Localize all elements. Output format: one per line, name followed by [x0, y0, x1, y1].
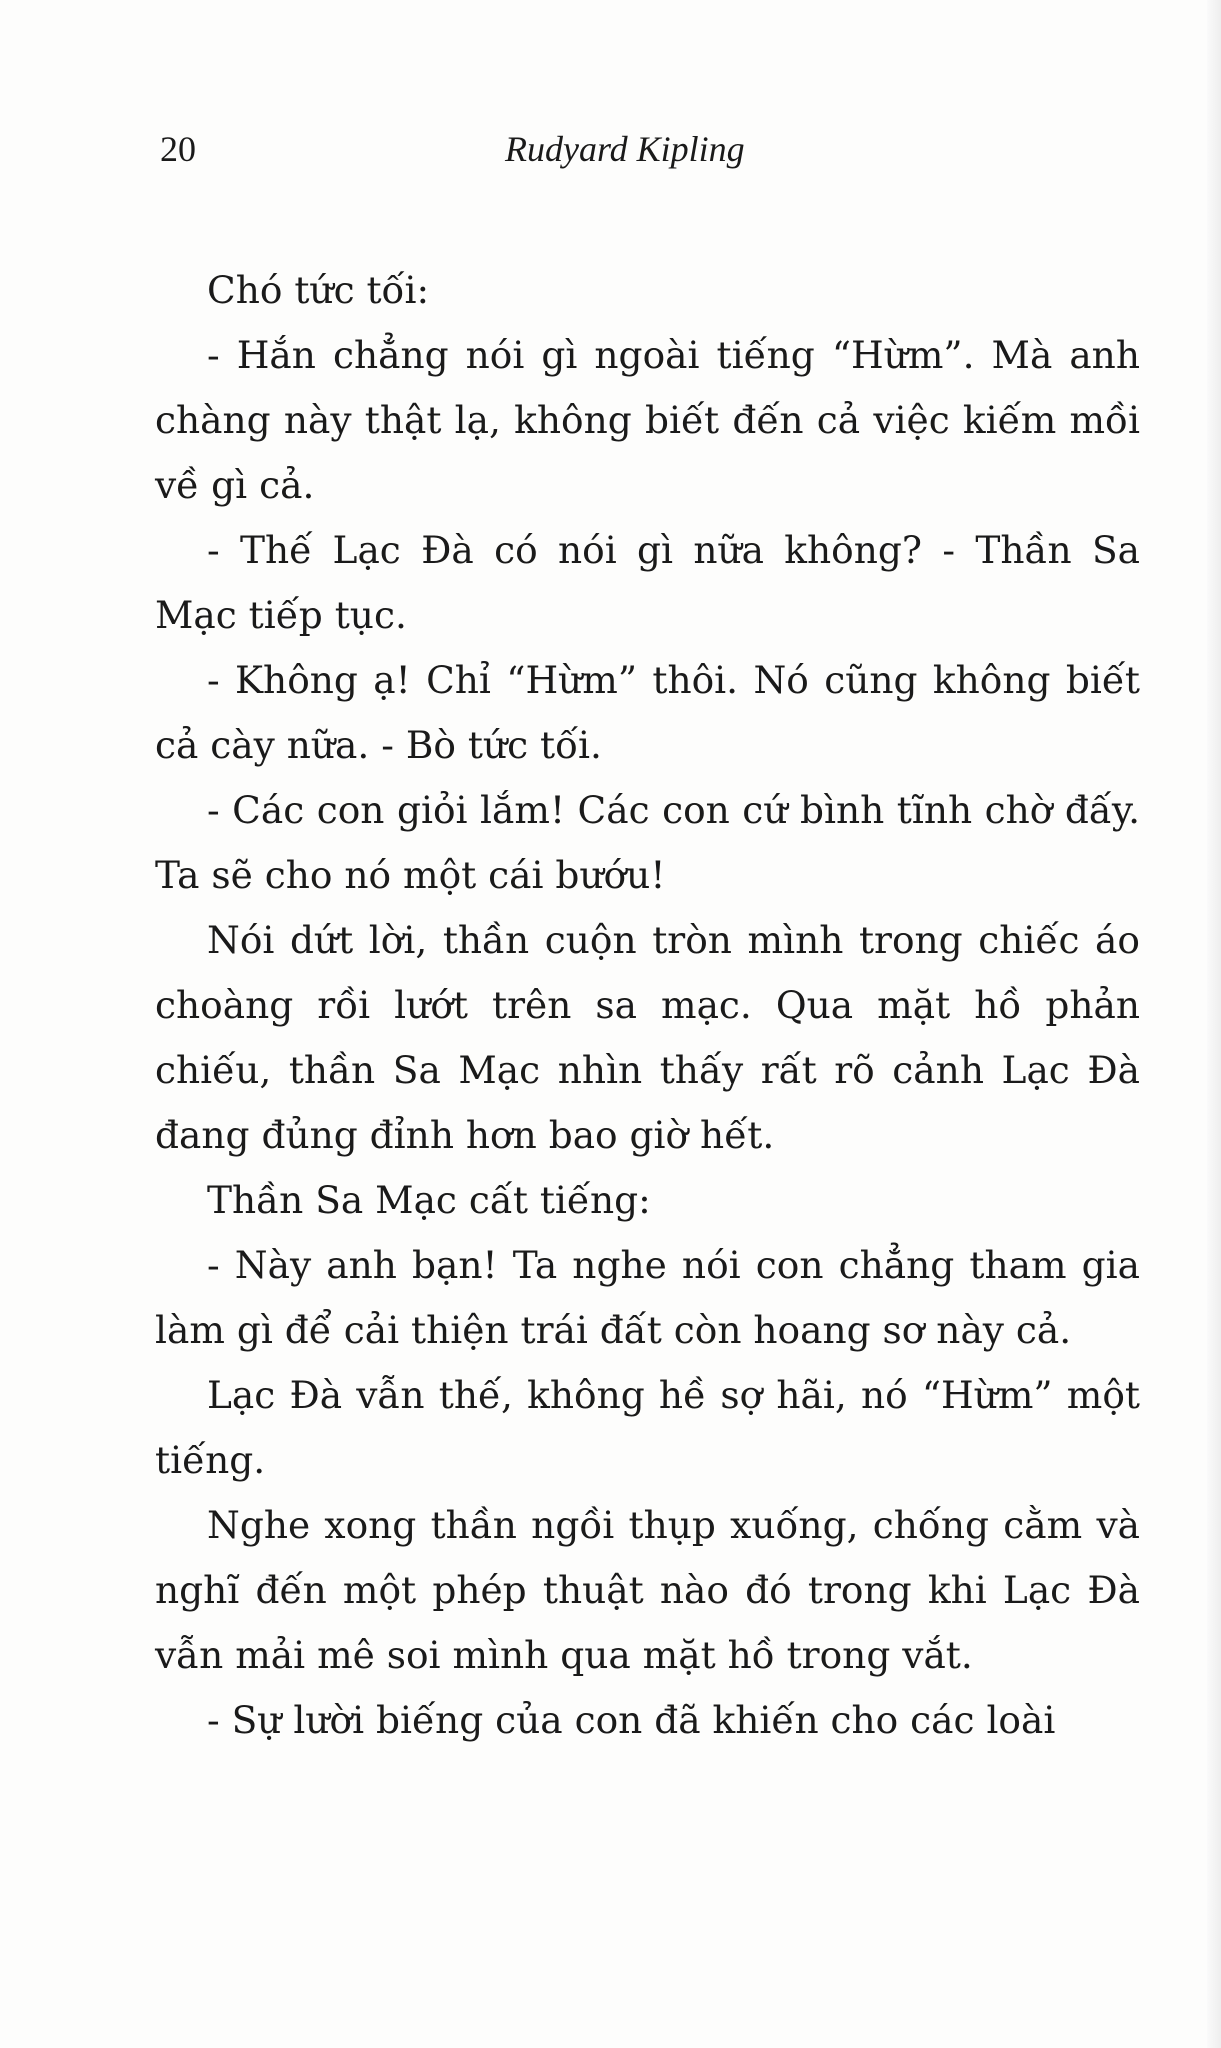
page-edge: [1207, 0, 1221, 2048]
paragraph: Lạc Đà vẫn thế, không hề sợ hãi, nó “Hừm” một tiếng.: [155, 1373, 1140, 1482]
paragraph: - Sự lười biếng của con đã khiến cho các loài: [207, 1698, 1056, 1742]
page-header: [160, 128, 1060, 178]
paragraph: Chó tức tối:: [207, 268, 430, 312]
paragraph: Thần Sa Mạc cất tiếng:: [207, 1178, 651, 1222]
paragraph: - Các con giỏi lắm! Các con cứ bình tĩnh chờ đấy. Ta sẽ cho nó một cái bướu!: [155, 788, 1140, 897]
paragraph: Nghe xong thần ngồi thụp xuống, chống cằm và nghĩ đến một phép thuật nào đó trong khi Lạc Đà vẫn mải mê soi mình qua mặt hồ trong vắt.: [155, 1503, 1140, 1677]
paragraph: Nói dứt lời, thần cuộn tròn mình trong chiếc áo choàng rồi lướt trên sa mạc. Qua mặt hồ phản chiếu, thần Sa Mạc nhìn thấy rất rõ cảnh Lạc Đà đang đủng đỉnh hơn bao giờ hết.: [155, 918, 1140, 1157]
paragraph: - Hắn chẳng nói gì ngoài tiếng “Hừm”. Mà anh chàng này thật lạ, không biết đến cả việc kiếm mồi về gì cả.: [155, 333, 1140, 507]
running-title: Rudyard Kipling: [505, 129, 745, 169]
paragraph: - Không ạ! Chỉ “Hừm” thôi. Nó cũng không biết cả cày nữa. - Bò tức tối.: [155, 658, 1140, 767]
body-text: [155, 258, 1140, 1753]
page-number: 20: [160, 129, 196, 169]
paragraph: - Thế Lạc Đà có nói gì nữa không? - Thần Sa Mạc tiếp tục.: [155, 528, 1140, 637]
paragraph: - Này anh bạn! Ta nghe nói con chẳng tham gia làm gì để cải thiện trái đất còn hoang sơ này cả.: [155, 1243, 1140, 1352]
